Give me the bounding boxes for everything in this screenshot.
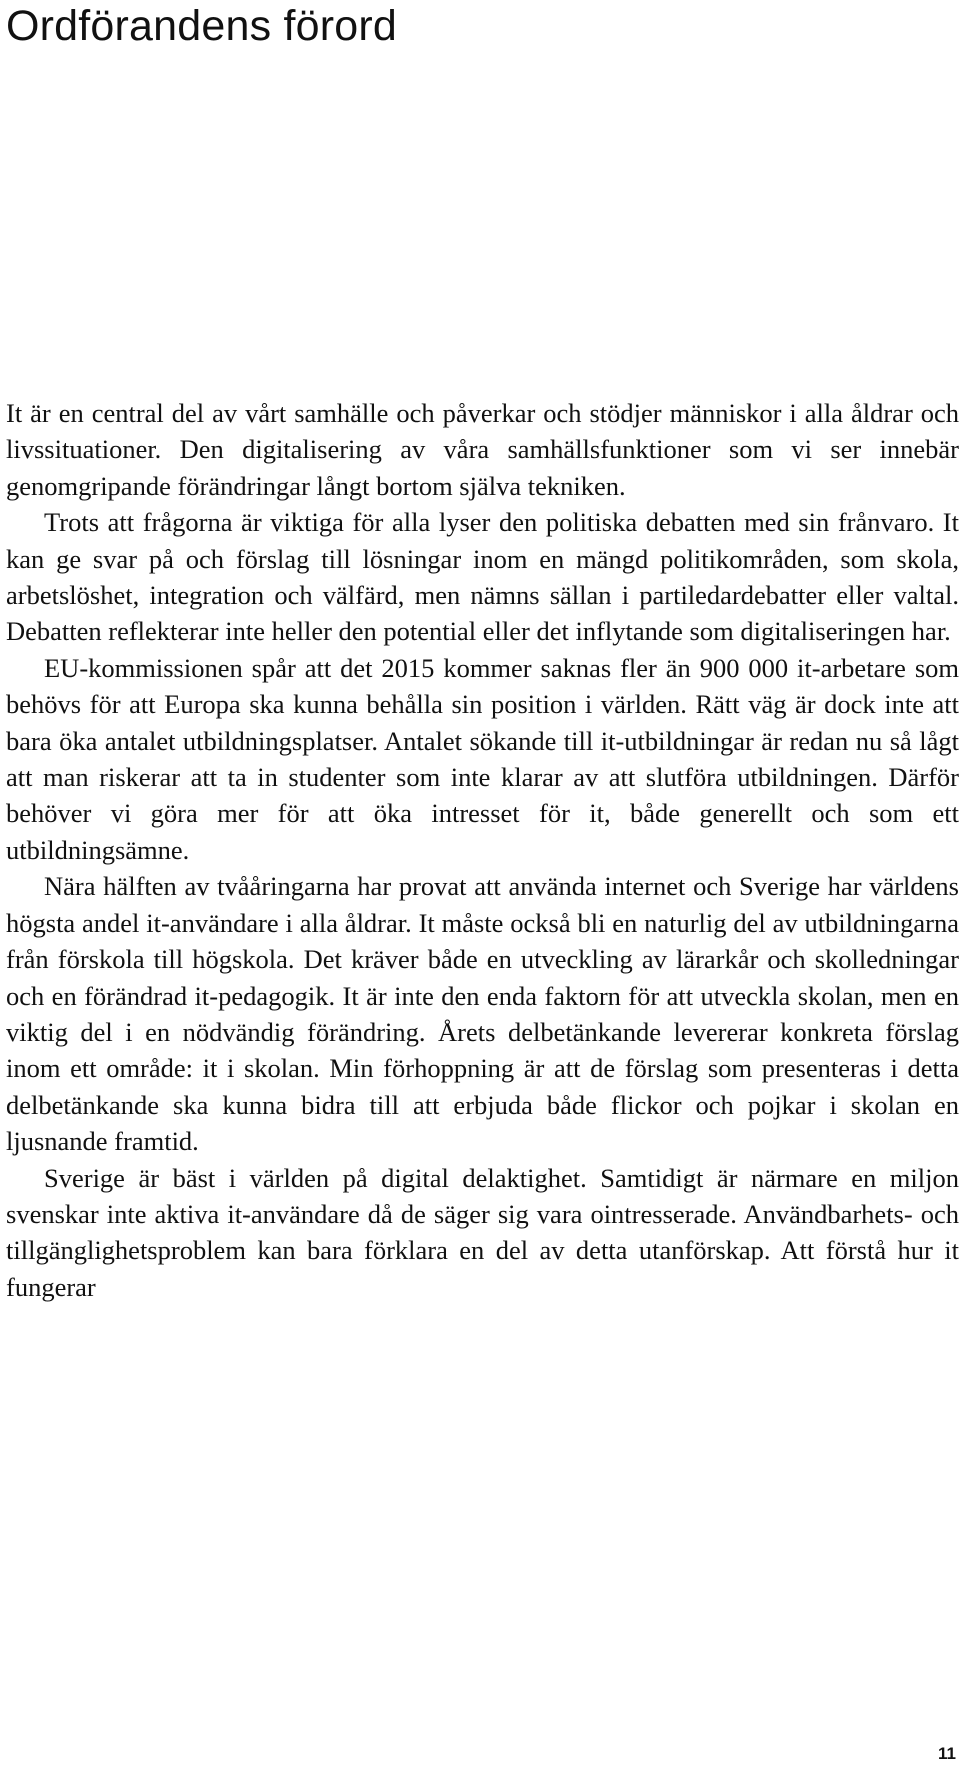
paragraph-2: Trots att frågorna är viktiga för alla lyser den politiska debatten med sin frånvaro. It kan ge svar på och förslag till lösningar inom en mängd politikområden, som skola, arbetslöshet, integration och välfärd, men nämns sällan i partiledardebatter eller valtal. Debatten reflekterar inte heller den potential eller det inflytande som digitaliseringen har.: [6, 507, 959, 647]
paragraph-3: EU-kommissionen spår att det 2015 kommer saknas fler än 900 000 it-arbetare som behövs för att Europa ska kunna behålla sin position i världen. Rätt väg är dock inte att bara öka antalet utbildningsplatser. Antalet sökande till it-utbildningar är redan nu så lågt att man riskerar att ta in studenter som inte klarar av att slutföra utbildningen. Därför behöver vi göra mer för att öka intresset för it, både generellt och som ett utbildningsämne.: [6, 652, 959, 865]
paragraph-1: It är en central del av vårt samhälle och påverkar och stödjer människor i alla åldrar och livssituationer. Den digitalisering av våra samhällsfunktioner som vi ser innebär genomgripande förändringar långt bortom själva tekniken.: [6, 398, 959, 501]
paragraph-5: Sverige är bäst i världen på digital delaktighet. Samtidigt är närmare en miljon svenskar inte aktiva it-användare då de säger sig vara ointresserade. Användbarhets- och tillgänglighetsproblem kan bara förklara en del av detta utanförskap. Att förstå hur it fungerar: [6, 1162, 959, 1302]
page-number: 11: [938, 1744, 956, 1763]
paragraph-4: Nära hälften av tvååringarna har provat att använda internet och Sverige har världens högsta andel it-användare i alla åldrar. It måste också bli en naturlig del av utbildningarna från förskola till högskola. Det kräver både en utveckling av lärarkår och skolledningar och en förändrad it-pedagogik. It är inte den enda faktorn för att utveckla skolan, men en viktig del i en nödvändig förändring. Årets delbetänkande levererar konkreta förslag inom ett område: it i skolan. Min förhoppning är att de förslag som presenteras i detta delbetänkande ska kunna bidra till att erbjuda både flickor och pojkar i skolan en ljusnande framtid.: [6, 871, 959, 1157]
page-title: Ordförandens förord: [6, 2, 398, 50]
body-text: [6, 395, 959, 1305]
